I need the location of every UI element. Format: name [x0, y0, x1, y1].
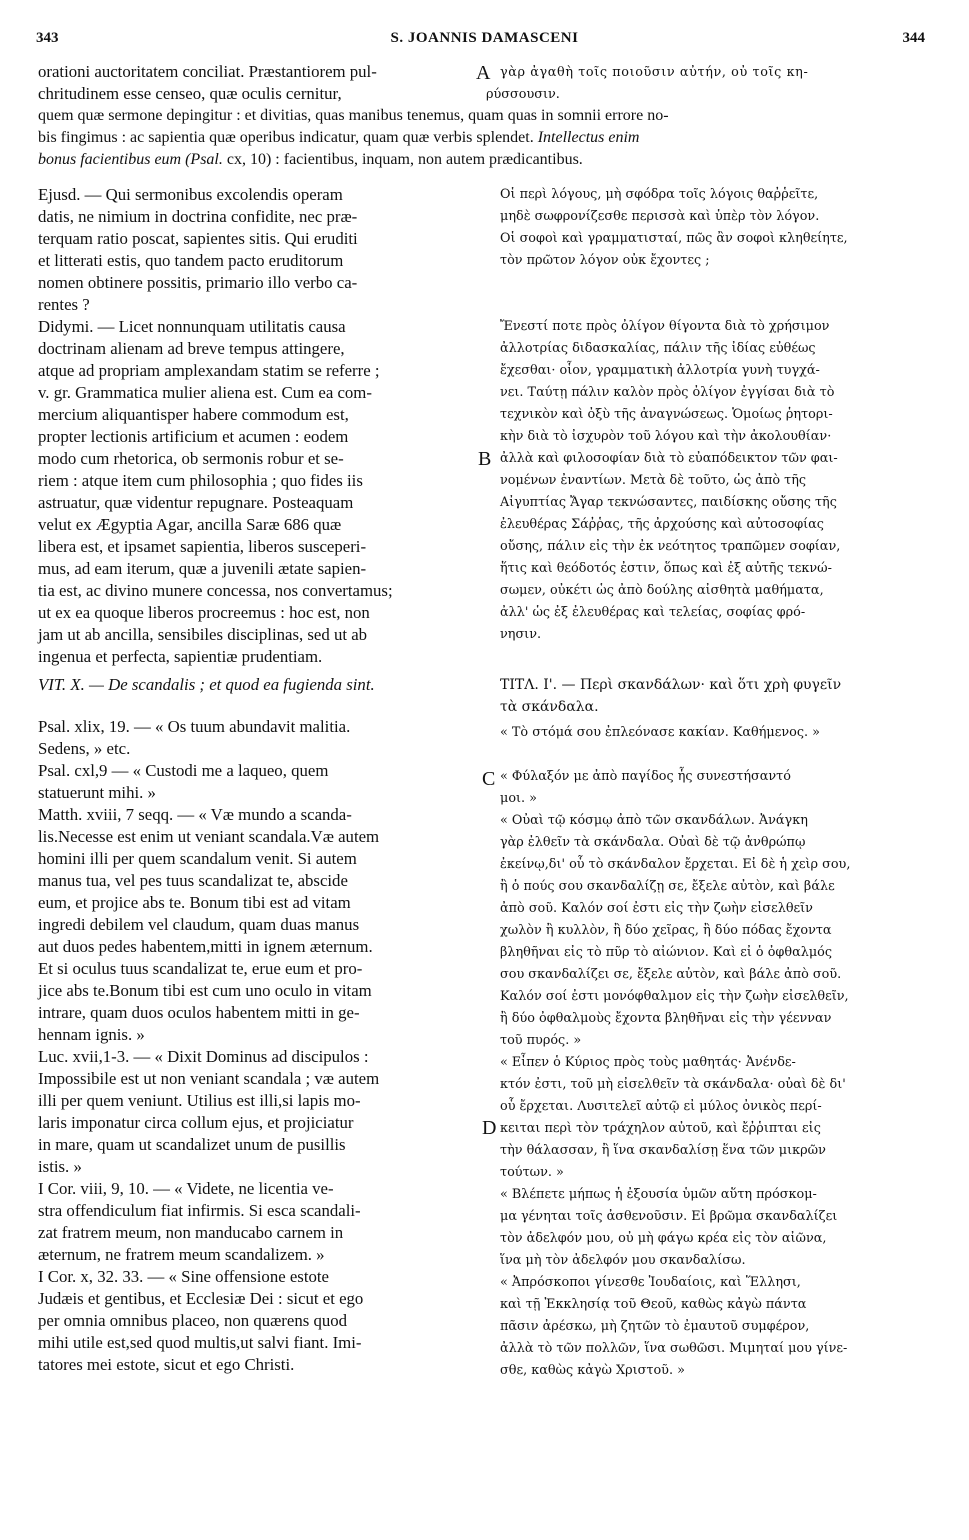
text-line: zat fratrem meum, non manducabo carnem in: [38, 1223, 344, 1242]
text-line: istis. »: [38, 1157, 82, 1176]
paragraph: [38, 760, 478, 804]
text-line: ἢ ὁ πούς σου σκανδαλίζῃ σε, ἔξελε αὐτὸν, καὶ βάλε: [500, 879, 835, 894]
text-line: νει. Ταύτῃ πάλιν καλὸν πρὸς ὀλίγον ἐγγίσαι διὰ τὸ: [500, 385, 835, 400]
section-title: [38, 674, 478, 696]
text-line: mihi utile est,sed quod multis,ut salvi fiant. Imi-: [38, 1333, 362, 1352]
paragraph: [500, 766, 932, 810]
text-line: μηδὲ σωφρονίζεσθε περισσὰ καὶ ὑπὲρ τὸν λόγον.: [500, 209, 820, 224]
text-line: ΤΙΤΛ. Ι'. — Περὶ σκανδάλων· καὶ ὅτι χρὴ φυγεῖν: [500, 677, 842, 693]
text-line: atque ad propriam amplexandam statim se referre ;: [38, 361, 380, 380]
section-title: [500, 674, 932, 718]
text-line: ἢ δύο ὀφθαλμοὺς ἔχοντα βληθῆναι εἰς τὴν γέενναν: [500, 1011, 832, 1026]
text-line: καὶ τῇ Ἐκκλησίᾳ τοῦ Θεοῦ, καθὼς κἀγὼ πάντα: [500, 1297, 807, 1312]
running-header: [0, 30, 969, 56]
text-line: ἀλλοτρίας διδασκαλίας, πάλιν τῆς ἰδίας εὐθέως: [500, 341, 816, 356]
text-line: mercium aliquantisper habere commodum est,: [38, 405, 349, 424]
text-line: ἔχεσθαι· οἷον, γραμματικὴ ἀλλοτρία γυνὴ τυγχά-: [500, 363, 820, 378]
text-line: aut duos pedes habentem,mitti in ignem æternum.: [38, 937, 373, 956]
text-line: Didymi. — Licet nonnunquam utilitatis causa: [38, 317, 346, 336]
text-line: οὗ ἔρχεται. Λυσιτελεῖ αὐτῷ εἰ μύλος ὀνικὸς περί-: [500, 1099, 822, 1114]
text-line: astruatur, quæ videntur repugnare. Posteaquam: [38, 493, 354, 512]
text-line: τούτων. »: [500, 1165, 564, 1180]
text-line: Psal. xlix, 19. — « Os tuum abundavit malitia.: [38, 717, 351, 736]
text-line: mus, ad eam iterum, quæ a juvenili ætate sapien-: [38, 559, 367, 578]
text-line: [38, 149, 933, 171]
text-line: σωμεν, οὐκέτι ὡς ἀπὸ δούλης αἰσθητὰ μαθήματα,: [500, 583, 824, 598]
text-line: jam ut ab ancilla, sensibiles disciplinas, sed ut ab: [38, 625, 368, 644]
text-line: ἐκείνῳ,δι' οὗ τὸ σκάνδαλον ἔρχεται. Εἰ δὲ ἡ χεὶρ σου,: [500, 857, 851, 872]
text-line: doctrinam alienam ad breve tempus attingere,: [38, 339, 345, 358]
greek-column: [500, 184, 932, 1382]
text-line: riem : atque item cum philosophia ; quo fides iis: [38, 471, 363, 490]
margin-marker-a: A: [476, 62, 491, 84]
text-line: Impossibile est ut non veniant scandala ; væ autem: [38, 1069, 380, 1088]
text-line: τοῦ πυρός. »: [500, 1033, 582, 1048]
paragraph: [500, 810, 932, 1052]
text-line: illi per quem veniunt. Utilius est illi,si lapis mo-: [38, 1091, 361, 1110]
paragraph: [38, 716, 478, 760]
paragraph: [500, 1184, 932, 1272]
latin-column: [38, 184, 478, 1376]
paragraph: [500, 1272, 932, 1382]
text-line: orationi auctoritatem conciliat. Præstantiorem pul-: [38, 62, 377, 81]
text-line: chritudinem esse censeo, quæ oculis cernitur,: [38, 84, 342, 103]
paragraph: [38, 1046, 478, 1178]
text-line: stra offendiculum fiat infirmis. Si esca scandali-: [38, 1201, 361, 1220]
text-line: ἀπὸ σοῦ. Καλόν σοί ἐστι εἰς τὴν ζωὴν εἰσελθεῖν: [500, 901, 813, 916]
text-line: jice abs te.Bonum tibi est cum uno oculo in vitam: [38, 981, 372, 1000]
text-line: Matth. xviii, 7 seqq. — « Væ mundo a scanda-: [38, 805, 352, 824]
text-line: eum, et projice abs te. Bonum tibi est ad vitam: [38, 893, 351, 912]
text-line: modo cum rhetorica, ob sermonis robur et se-: [38, 449, 344, 468]
text-line: VIT. X. — De scandalis ; et quod ea fugienda sint.: [38, 675, 375, 694]
text-line: οὔσης, πάλιν εἰς τὴν ἐκ νεότητος τραπῶμεν σοφίαν,: [500, 539, 841, 554]
text-span: bonus facientibus eum (Psal.: [38, 151, 223, 168]
text-line: Καλόν σοί ἐστι μονόφθαλμον εἰς τὴν ζωὴν εἰσελθεῖν,: [500, 989, 849, 1004]
text-line: laris imponatur circa collum ejus, et projiciatur: [38, 1113, 354, 1132]
text-line: æternum, ne fratrem meum scandalizem. »: [38, 1245, 325, 1264]
text-line: κειται περὶ τὸν τράχηλον αὐτοῦ, καὶ ἔῤῥιπται εἰς: [500, 1121, 821, 1136]
text-line: « Φύλαξόν με ἀπὸ παγίδος ἧς συνεστήσαντό: [500, 769, 791, 784]
text-line: Οἱ σοφοὶ καὶ γραμματισταί, πῶς ἂν σοφοὶ κληθείητε,: [500, 231, 848, 246]
text-line: τὰ σκάνδαλα.: [500, 699, 599, 715]
text-line: ἀλλὰ τὸ τῶν πολλῶν, ἵνα σωθῶσι. Μιμηταί μου γίνε-: [500, 1341, 848, 1356]
text-line: « Εἶπεν ὁ Κύριος πρὸς τοὺς μαθητάς· Ἀνένδε-: [500, 1055, 796, 1070]
text-line: ἀλλ' ὡς ἐξ ἐλευθέρας καὶ τελείας, σοφίας φρό-: [500, 605, 806, 620]
text-line: νησιν.: [500, 627, 542, 642]
text-line: τὸν πρῶτον λόγον οὐκ ἔχοντες ;: [500, 253, 710, 268]
text-line: Judæis et gentibus, et Ecclesiæ Dei : sicut et ego: [38, 1289, 364, 1308]
margin-marker-d: D: [482, 1117, 497, 1139]
page-number-left: 343: [36, 30, 59, 46]
text-line: κὴν διὰ τὸ ἰσχυρὸν τοῦ λόγου καὶ τὴν ἀκολουθίαν·: [500, 429, 832, 444]
text-line: μοι. »: [500, 791, 538, 806]
text-line: νομένων ἐναντίων. Μετὰ δὲ τοῦτο, ὡς ἀπὸ τῆς: [500, 473, 807, 488]
paragraph: [500, 722, 932, 744]
paragraph: [500, 316, 932, 646]
text-line: per omnia omnibus placeo, non quærens quod: [38, 1311, 348, 1330]
paragraph: [500, 1052, 932, 1184]
text-line: Ἔνεστί ποτε πρὸς ὀλίγον θίγοντα διὰ τὸ χρήσιμον: [500, 319, 830, 334]
text-line: κτόν ἐστι, τοῦ μὴ εἰσελθεῖν τὰ σκάνδαλα· οὐαὶ δὲ δι': [500, 1077, 846, 1092]
text-line: velut ex Ægyptia Agar, ancilla Saræ 686 quæ: [38, 515, 342, 534]
text-line: in mare, quam ut scandalizet unum de pusillis: [38, 1135, 346, 1154]
text-line: Luc. xvii,1-3. — « Dixit Dominus ad discipulos :: [38, 1047, 369, 1066]
margin-marker-b: B: [478, 448, 492, 470]
text-line: statuerunt mihi. »: [38, 783, 156, 802]
text-line: rentes ?: [38, 295, 90, 314]
text-line: Sedens, » etc.: [38, 739, 131, 758]
text-line: tia est, ac divino munere concessa, nos convertamus;: [38, 581, 393, 600]
text-line: Psal. cxl,9 — « Custodi me a laqueo, quem: [38, 761, 329, 780]
text-line: τεχνικὸν καὶ ὀξὺ τῆς ἀναγνώσεως. Ὁμοίως ῥητορι-: [500, 407, 833, 422]
text-line: « Βλέπετε μήπως ἡ ἐξουσία ὑμῶν αὕτη πρόσκομ-: [500, 1187, 817, 1202]
margin-marker-c: C: [482, 768, 496, 790]
text-line: nomen obtinere possitis, primario illo verbo ca-: [38, 273, 358, 292]
text-line: Οἱ περὶ λόγους, μὴ σφόδρα τοῖς λόγοις θαῤῥεῖτε,: [500, 187, 819, 202]
text-line: τὸν ἀδελφόν μου, οὐ μὴ φάγω κρέα εἰς τὸν αἰῶνα,: [500, 1231, 827, 1246]
text-line: ingenua et perfecta, sapientiæ prudentiam.: [38, 647, 323, 666]
text-line: homini illi per quem scandalum venit. Si autem: [38, 849, 357, 868]
paragraph: [500, 184, 932, 272]
text-span: bis fingimus : ac sapientia quæ operibus indicatur, quam quæ verbis splendet.: [38, 129, 538, 146]
text-line: terquam ratio poscat, sapientes sitis. Qui eruditi: [38, 229, 358, 248]
top-latin: [38, 61, 478, 105]
text-line: lis.Necesse est enim ut veniant scandala.Væ autem: [38, 827, 380, 846]
text-line: βληθῆναι εἰς τὸ πῦρ τὸ αἰώνιον. Καὶ εἰ ὁ ὀφθαλμός: [500, 945, 833, 960]
text-line: σθε, καθὼς κἀγὼ Χριστοῦ. »: [500, 1363, 685, 1378]
page-title: S. JOANNIS DAMASCENI: [390, 30, 579, 46]
text-span: Intellectus enim: [537, 129, 640, 146]
text-line: μα γένηται τοῖς ἀσθενοῦσιν. Εἰ βρῶμα σκανδαλίζει: [500, 1209, 838, 1224]
text-line: tatores mei estote, sicut et ego Christi.: [38, 1355, 295, 1374]
text-line: Ejusd. — Qui sermonibus excolendis operam: [38, 185, 343, 204]
text-line: quem quæ sermone depingitur : et divitias, quas manibus tenemus, quam quas in somnii errore no-: [38, 107, 669, 124]
text-line: ut ex ea quoque liberos procreemus : hoc est, non: [38, 603, 370, 622]
text-line: datis, ne nimium in doctrina confidite, nec præ-: [38, 207, 358, 226]
text-line: Et si oculus tuus scandalizat te, erue eum et pro-: [38, 959, 363, 978]
page-number-right: 344: [902, 30, 925, 46]
text-line: I Cor. viii, 9, 10. — « Videte, ne licentia ve-: [38, 1179, 334, 1198]
paragraph: [38, 1178, 478, 1266]
text-line: ἀλλὰ καὶ φιλοσοφίαν διὰ τὸ εὐαπόδεικτον τῶν φαι-: [500, 451, 838, 466]
text-line: libera est, et ipsamet sapientia, liberos susceperi-: [38, 537, 367, 556]
text-line: Αἰγυπτίας Ἄγαρ τεκνώσαντες, παιδίσκης οὔσης τῆς: [500, 495, 837, 510]
paragraph: [38, 1266, 478, 1376]
text-line: ρύσσουσιν.: [486, 87, 560, 102]
text-line: propter lectionis artificium et acumen : eodem: [38, 427, 349, 446]
text-line: γὰρ ἐλθεῖν τὰ σκάνδαλα. Οὐαὶ δὲ τῷ ἀνθρώπῳ: [500, 835, 806, 850]
text-line: v. gr. Grammatica mulier aliena est. Cum ea com-: [38, 383, 372, 402]
text-line: hennam ignis. »: [38, 1025, 145, 1044]
text-line: « Ἀπρόσκοποι γίνεσθε Ἰουδαίοις, καὶ Ἕλλησι,: [500, 1275, 801, 1290]
text-line: intrare, quam duos oculos habentem mitti in ge-: [38, 1003, 360, 1022]
text-line: « Οὐαὶ τῷ κόσμῳ ἀπὸ τῶν σκανδάλων. Ἀνάγκη: [500, 813, 808, 828]
paragraph: [38, 316, 478, 668]
text-line: χωλὸν ἢ κυλλὸν, ἢ δύο χεῖρας, ἢ δύο πόδας ἔχοντα: [500, 923, 832, 938]
text-line: ἵνα μὴ τὸν ἀδελφόν μου σκανδαλίσω.: [500, 1253, 746, 1268]
text-span: cx, 10) : facientibus, inquam, non autem prædicantibus.: [222, 151, 583, 168]
text-line: σου σκανδαλίζει σε, ἔξελε αὐτὸν, καὶ βάλε ἀπὸ σοῦ.: [500, 967, 842, 982]
paragraph: [38, 184, 478, 316]
text-line: I Cor. x, 32. 33. — « Sine offensione estote: [38, 1267, 329, 1286]
text-line: γὰρ ἀγαθὴ τοῖς ποιοῦσιν αὐτήν, οὐ τοῖς κη-: [500, 65, 809, 80]
text-line: τὴν θάλασσαν, ἢ ἵνα σκανδαλίσῃ ἕνα τῶν μικρῶν: [500, 1143, 826, 1158]
text-line: ingredi debilem vel claudum, quam duas manus: [38, 915, 360, 934]
top-greek: [486, 62, 932, 106]
text-line: ἐλευθέρας Σάῤῥας, τῆς ἀρχούσης καὶ αὐτοσοφίας: [500, 517, 824, 532]
text-line: manus tua, vel pes tuus scandalizat te, abscide: [38, 871, 348, 890]
text-line: « Τὸ στόμά σου ἐπλεόνασε κακίαν. Καθήμενος. »: [500, 725, 820, 740]
text-line: πᾶσιν ἀρέσκω, μὴ ζητῶν τὸ ἐμαυτοῦ συμφέρον,: [500, 1319, 810, 1334]
text-line: ἥτις καὶ θεόδοτός ἐστιν, ὅπως καὶ ἐξ αὐτῆς τεκνώ-: [500, 561, 832, 576]
text-line: [38, 127, 933, 149]
paragraph: [38, 804, 478, 1046]
text-line: et litterati estis, quo tandem pacto eruditorum: [38, 251, 344, 270]
